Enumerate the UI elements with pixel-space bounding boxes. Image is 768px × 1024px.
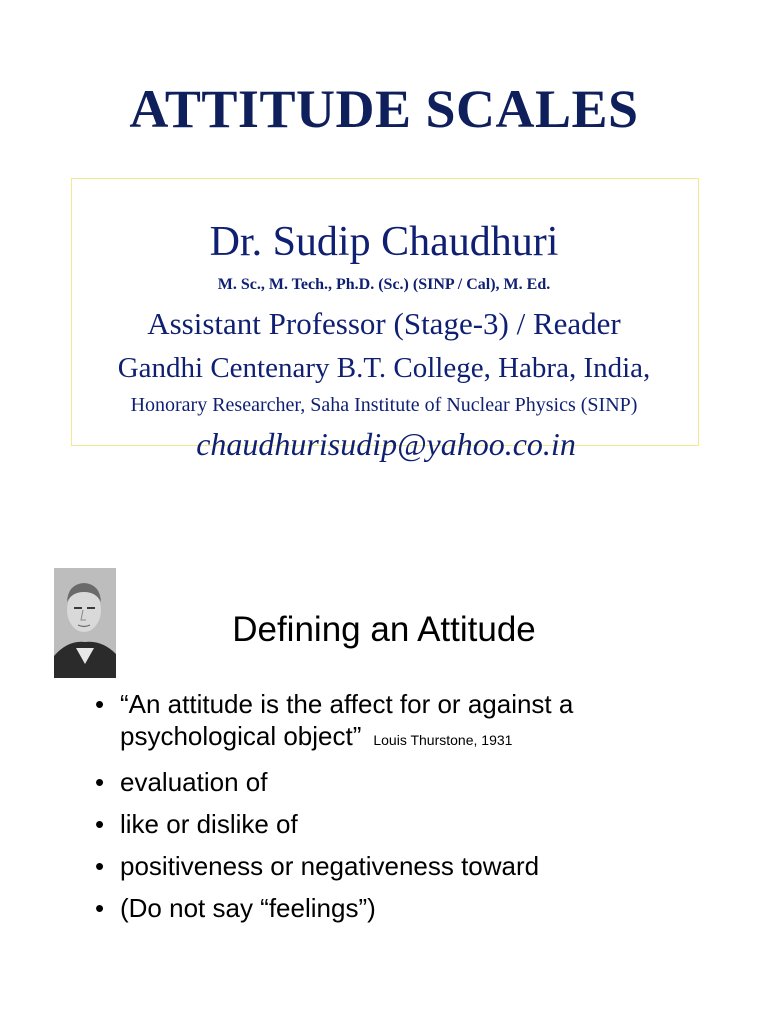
bullet-text: positiveness or negativeness toward — [120, 851, 540, 881]
bullet-text: “An attitude is the affect for or against a psychological object” — [120, 689, 574, 751]
author-college: Gandhi Centenary B.T. College, Habra, India, — [117, 352, 651, 384]
bullet-icon: • — [95, 893, 105, 923]
list-item — [95, 766, 735, 798]
bullet-icon: • — [95, 851, 105, 881]
bullet-text: (Do not say “feelings”) — [120, 893, 376, 923]
bullet-citation: Louis Thurstone, 1931 — [373, 732, 513, 748]
bullet-text: evaluation of — [120, 767, 268, 797]
list-item — [95, 688, 735, 756]
author-degrees: M. Sc., M. Tech., Ph.D. (Sc.) (SINP / Cal), M. Ed. — [217, 276, 551, 293]
definition-bullet-list — [95, 688, 735, 934]
author-honorary-role: Honorary Researcher, Saha Institute of Nuclear Physics (SINP) — [130, 394, 638, 416]
bullet-icon: • — [95, 767, 105, 797]
bullet-icon: • — [95, 809, 105, 839]
slide-defining-attitude — [0, 512, 768, 1024]
bullet-icon: • — [95, 689, 105, 719]
bullet-text: like or dislike of — [120, 809, 298, 839]
slide-title-heading: ATTITUDE SCALES — [129, 79, 639, 139]
author-position: Assistant Professor (Stage-3) / Reader — [147, 306, 621, 341]
section-heading: Defining an Attitude — [232, 610, 536, 649]
list-item — [95, 850, 735, 882]
author-email: chaudhurisudip@yahoo.co.in — [196, 426, 576, 462]
list-item — [95, 892, 735, 924]
list-item — [95, 808, 735, 840]
author-name: Dr. Sudip Chaudhuri — [209, 219, 559, 265]
